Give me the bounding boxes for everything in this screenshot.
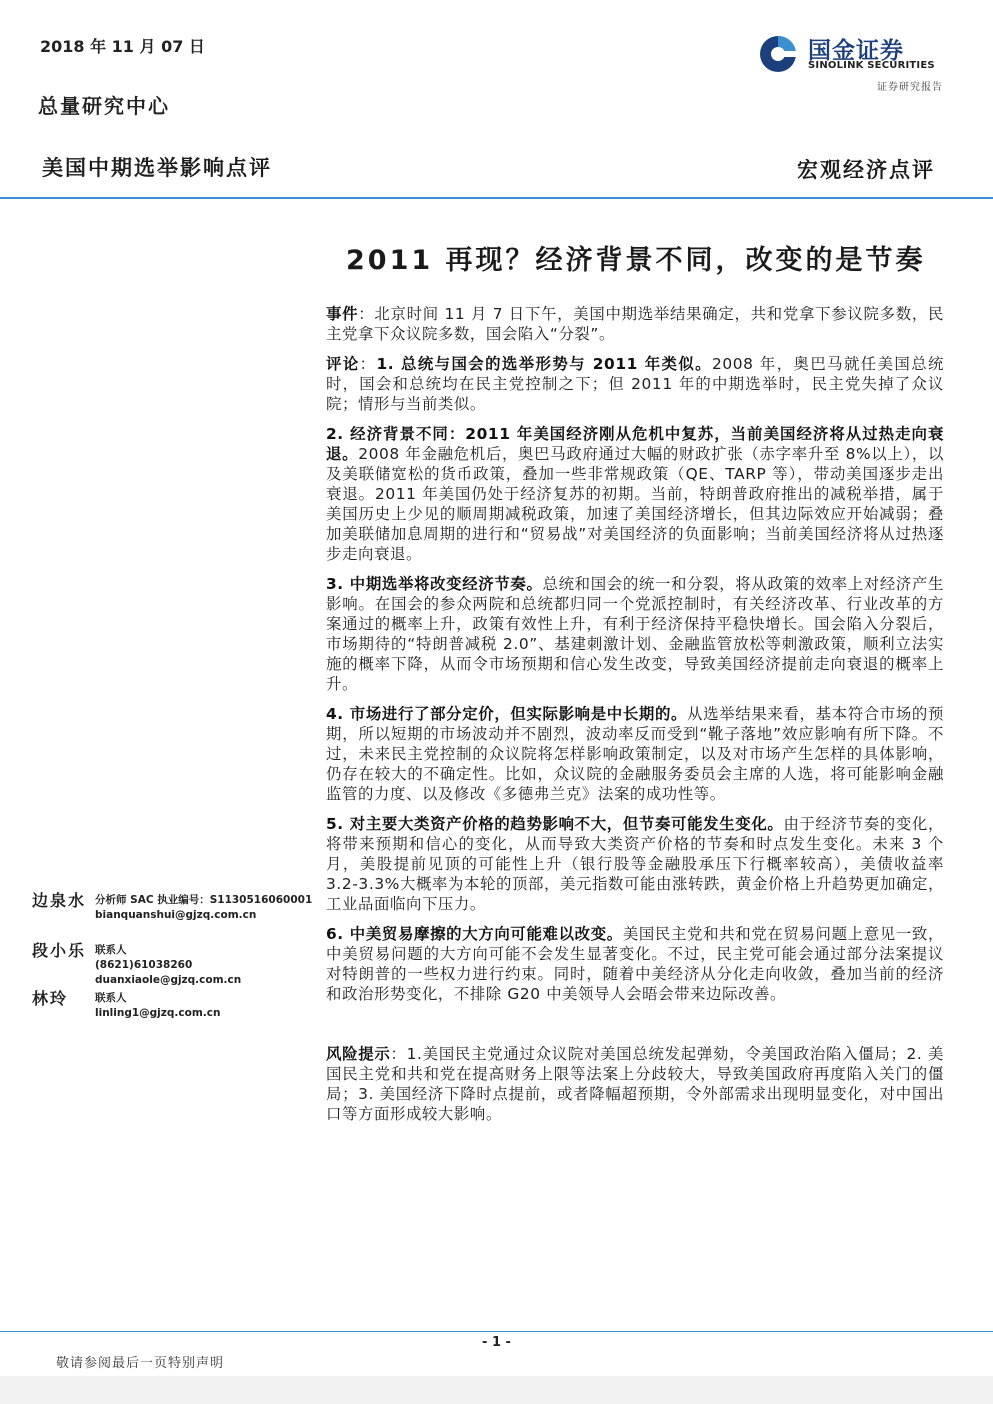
author-title: 分析师 SAC 执业编号：S1130516060001 [95,894,313,906]
report-category: 证券研究报告 [877,82,943,93]
report-date: 2018 年 11 月 07 日 [40,37,205,56]
author-name: 边泉水 [32,891,87,910]
author-entry [32,986,317,1032]
report-type: 宏观经济点评 [797,158,935,182]
author-name: 段小乐 [32,941,87,960]
author-email[interactable]: bianquanshui@gjzq.com.cn [95,909,257,921]
paragraph-event: 事件：北京时间 11 月 7 日下午，美国中期选举结果确定，共和党拿下参议院多数，民主党拿下众议院多数，国会陷入“分裂”。 [326,305,945,343]
bottom-band [0,1376,993,1404]
footer-divider [0,1331,993,1332]
paragraph-point-2: 2. 经济背景不同：2011 年美国经济刚从危机中复苏，当前美国经济将从过热走向衰退。2008 年金融危机后，奥巴马政府通过大幅的财政扩张（赤字率升至 8%以上），以及美联储宽松的货币政策，叠加一些非常规政策（QE、TARP 等），带动美国逐步走出衰退。2011 年美国仍处于经济复苏的初期。当前，特朗普政府推出的减税举措，属于美国历史上少见的顺周期减税政策，加速了美国经济增长，但其边际效应开始减弱；叠加美联储加息周期的进行和“贸易战”对美国经济的负面影响；当前美国经济将从过热逐步走向衰退。 [326,425,945,563]
logo-english-name: SINOLINK SECURITIES [808,60,935,71]
header-divider [0,197,993,199]
page-number: - 1 - [482,1335,511,1350]
report-body [326,304,944,1134]
author-phone: (8621)61038260 [95,959,193,971]
report-topic: 美国中期选举影响点评 [42,156,272,180]
disclaimer-note: 敬请参阅最后一页特别声明 [56,1356,225,1371]
paragraph-point-6: 6. 中美贸易摩擦的大方向可能难以改变。美国民主党和共和党在贸易问题上意见一致，中美贸易问题的大方向可能不会发生显著变化。不过，民主党可能会通过部分法案提议对特朗普的一些权力进行约束。同时，随着中美经济从分化走向收敛，叠加当前的经济和政治形势变化，不排除 G20 中美领导人会晤会带来边际改善。 [326,925,944,1003]
sinolink-logo-icon [758,34,798,74]
headline: 2011 再现？经济背景不同，改变的是节奏 [346,245,926,276]
paragraph-point-4: 4. 市场进行了部分定价，但实际影响是中长期的。从选举结果来看，基本符合市场的预期，所以短期的市场波动并不剧烈，波动率反而受到“靴子落地”效应影响有所下降。不过，未来民主党控制的众议院将怎样影响政策制定，以及对市场产生怎样的具体影响，仍存在较大的不确定性。比如，众议院的金融服务委员会主席的人选，将可能影响金融监管的力度、以及修改《多德弗兰克》法案的成功性等。 [326,705,944,803]
author-entry [32,938,317,986]
paragraph-point-5: 5. 对主要大类资产价格的趋势影响不大，但节奏可能发生变化。由于经济节奏的变化，将带来预期和信心的变化，从而导致大类资产价格的节奏和时点发生变化。未来 3 个月，美股提前见顶的可能性上升（银行股等金融股承压下行概率较高），美债收益率 3.2-3.3%大概率为本轮的顶部，美元指数可能由涨转跌，黄金价格上升趋势更加确定，工业品面临向下压力。 [326,815,944,913]
paragraph-point-3: 3. 中期选举将改变经济节奏。总统和国会的统一和分裂，将从政策的效率上对经济产生影响。在国会的参众两院和总统都归同一个党派控制时，有关经济改革、行业改革的方案通过的概率上升，政策有效性上升，有利于经济保持平稳快增长。国会陷入分裂后，市场期待的“特朗普减税 2.0”、基建刺激计划、金融监管放松等刺激政策，顺利立法实施的概率下降，从而令市场预期和信心发生改变，导致美国经济提前走向衰退的概率上升。 [326,575,944,693]
author-list [32,888,317,1032]
logo-chinese-name: 国金证券 [808,38,904,64]
author-info [95,991,220,1021]
author-info [95,893,312,923]
author-info [95,943,241,988]
department-name: 总量研究中心 [38,94,170,118]
author-entry [32,888,317,938]
paragraph-risk: 风险提示：1.美国民主党通过众议院对美国总统发起弹劾，令美国政治陷入僵局；2. 美国民主党和共和党在提高财务上限等法案上分歧较大，导致美国政府再度陷入关门的僵局；3. 美国经济下降时点提前，或者降幅超预期，令外部需求出现明显变化，对中国出口等方面形成较大影响。 [326,1045,944,1123]
company-logo [758,30,948,100]
author-email[interactable]: duanxiaole@gjzq.com.cn [95,974,242,986]
author-title: 联系人 [95,992,127,1004]
author-email[interactable]: linling1@gjzq.com.cn [95,1007,221,1019]
author-name: 林玲 [32,989,69,1008]
paragraph-comment: 评论：1. 总统与国会的选举形势与 2011 年类似。2008 年，奥巴马就任美国总统时，国会和总统均在民主党控制之下；但 2011 年的中期选举时，民主党失掉了众议院；情形与当前类似。 [326,355,945,413]
author-title: 联系人 [95,944,127,956]
